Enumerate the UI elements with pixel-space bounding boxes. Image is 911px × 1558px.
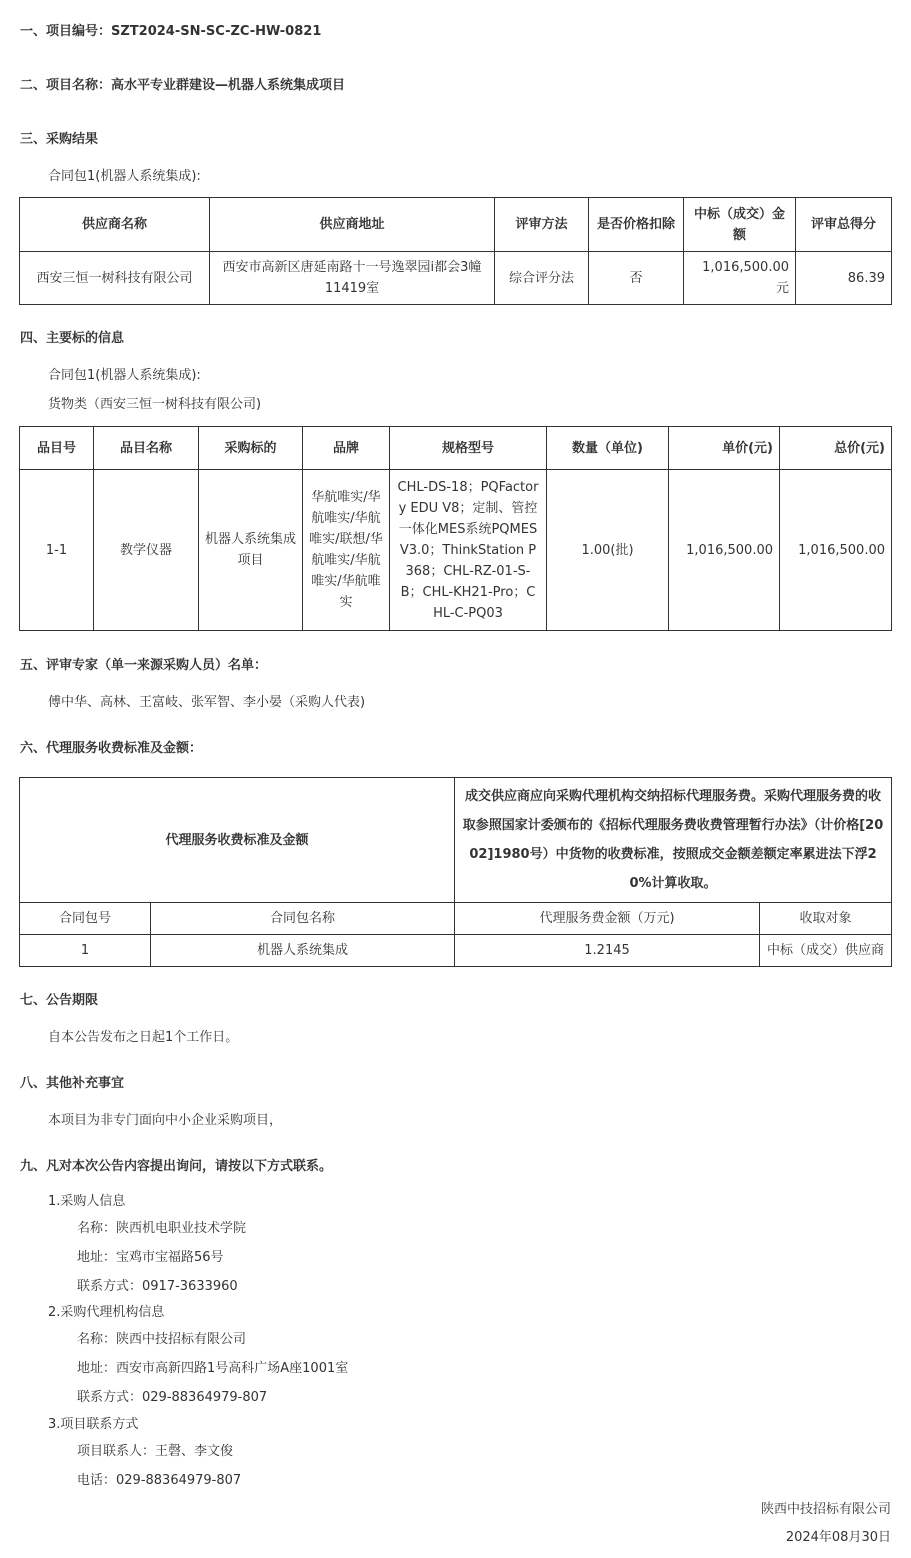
award-amount: 1,016,500.00元 (684, 252, 796, 305)
signature-company: 陕西中技招标有限公司 (760, 1502, 891, 1517)
fee-package-number: 1 (20, 935, 151, 967)
subject-category: 货物类（西安三恒一树科技有限公司) (48, 397, 262, 412)
other-text: 本项目为非专门面向中小企业采购项目， (48, 1113, 283, 1128)
section-title-result: 三、采购结果 (20, 132, 99, 147)
fee-header-row (20, 903, 892, 935)
contact-person: 项目联系人：王磬、李文俊 (77, 1444, 234, 1459)
supplier-name: 西安三恒一树科技有限公司 (20, 252, 210, 305)
fee-package-name: 机器人系统集成 (151, 935, 455, 967)
table-row (20, 935, 892, 967)
quantity: 1.00(批) (547, 470, 669, 631)
procurement-subject: 机器人系统集成项目 (199, 470, 303, 631)
agency-name: 名称：陕西中技招标有限公司 (77, 1332, 247, 1347)
period-text: 自本公告发布之日起1个工作日。 (48, 1030, 239, 1045)
section-title-subject: 四、主要标的信息 (20, 331, 125, 346)
project-number-value: SZT2024-SN-SC-ZC-HW-0821 (111, 24, 322, 39)
result-table (19, 197, 892, 305)
fee-payer: 中标（成交）供应商 (760, 935, 892, 967)
price-deduction: 否 (589, 252, 684, 305)
subject-package: 合同包1(机器人系统集成): (48, 368, 201, 383)
section-title-other: 八、其他补充事宜 (20, 1076, 125, 1091)
purchaser-heading: 1.采购人信息 (48, 1194, 126, 1209)
subject-header-cell: 采购标的 (199, 427, 303, 470)
fee-header-cell: 合同包名称 (151, 903, 455, 935)
section-title-experts: 五、评审专家（单一来源采购人员）名单： (20, 658, 268, 673)
section-title-period: 七、公告期限 (20, 993, 99, 1008)
result-header-cell: 评审总得分 (796, 198, 892, 252)
subject-header-cell: 规格型号 (390, 427, 547, 470)
item-name: 教学仪器 (94, 470, 199, 631)
supplier-address: 西安市高新区唐延南路十一号逸翠园i都会3幢11419室 (210, 252, 495, 305)
agency-address: 地址：西安市高新四路1号高科广场A座1001室 (77, 1361, 349, 1376)
agency-heading: 2.采购代理机构信息 (48, 1305, 165, 1320)
fee-standard-label: 代理服务收费标准及金额 (20, 778, 455, 903)
purchaser-phone: 联系方式：0917-3633960 (77, 1279, 238, 1294)
subject-table (19, 426, 892, 631)
contact-phone: 电话：029-88364979-807 (77, 1473, 242, 1488)
purchaser-address: 地址：宝鸡市宝福路56号 (77, 1250, 224, 1265)
signature-date: 2024年08月30日 (785, 1530, 891, 1545)
result-header-cell: 供应商名称 (20, 198, 210, 252)
subject-header-cell: 品目号 (20, 427, 94, 470)
brand: 华航唯实/华航唯实/华航唯实/联想/华航唯实/华航唯实/华航唯实 (303, 470, 390, 631)
review-method: 综合评分法 (495, 252, 589, 305)
agency-phone: 联系方式：029-88364979-807 (77, 1390, 268, 1405)
purchaser-name: 名称：陕西机电职业技术学院 (77, 1221, 247, 1236)
fee-standard-row (20, 778, 892, 903)
result-header-cell: 是否价格扣除 (589, 198, 684, 252)
project-name-value: 高水平专业群建设—机器人系统集成项目 (111, 78, 346, 93)
total-score: 86.39 (796, 252, 892, 305)
project-name-label: 二、项目名称： (20, 78, 112, 93)
total-price: 1,016,500.00 (780, 470, 892, 631)
section-title-contact: 九、凡对本次公告内容提出询问，请按以下方式联系。 (20, 1159, 333, 1174)
fee-standard-text: 成交供应商应向采购代理机构交纳招标代理服务费。采购代理服务费的收取参照国家计委颁布的《招标代理服务费收费管理暂行办法》（计价格[2002]1980号）中货物的收费标准，按照成交金额差额定率累进法下浮20%计算收取。 (455, 778, 892, 903)
result-header-cell: 中标（成交）金额 (684, 198, 796, 252)
table-row (20, 470, 892, 631)
contact-heading: 3.项目联系方式 (48, 1417, 139, 1432)
spec-model: CHL-DS-18；PQFactory EDU V8；定制、管控一体化MES系统PQMES V3.0；ThinkStation P368；CHL-RZ-01-S-B；CHL-KH21-Pro；CHL-C-PQ03 (390, 470, 547, 631)
result-header-row (20, 198, 892, 252)
fee-table (19, 777, 892, 967)
section-title-fee: 六、代理服务收费标准及金额： (20, 741, 203, 756)
expert-names: 傅中华、高林、王富岐、张军智、李小晏（采购人代表) (48, 695, 366, 710)
table-row (20, 252, 892, 305)
fee-header-cell: 合同包号 (20, 903, 151, 935)
result-header-cell: 供应商地址 (210, 198, 495, 252)
result-package: 合同包1(机器人系统集成): (48, 169, 201, 184)
subject-header-cell: 品牌 (303, 427, 390, 470)
subject-header-cell: 品目名称 (94, 427, 199, 470)
result-header-cell: 评审方法 (495, 198, 589, 252)
project-number-label: 一、项目编号： (20, 24, 112, 39)
subject-header-cell: 总价(元) (780, 427, 892, 470)
subject-header-row (20, 427, 892, 470)
fee-header-cell: 收取对象 (760, 903, 892, 935)
unit-price: 1,016,500.00 (669, 470, 780, 631)
project-number (20, 20, 321, 39)
item-number: 1-1 (20, 470, 94, 631)
subject-header-cell: 单价(元) (669, 427, 780, 470)
fee-header-cell: 代理服务费金额（万元) (455, 903, 760, 935)
project-name (20, 74, 345, 93)
subject-header-cell: 数量（单位) (547, 427, 669, 470)
fee-amount: 1.2145 (455, 935, 760, 967)
